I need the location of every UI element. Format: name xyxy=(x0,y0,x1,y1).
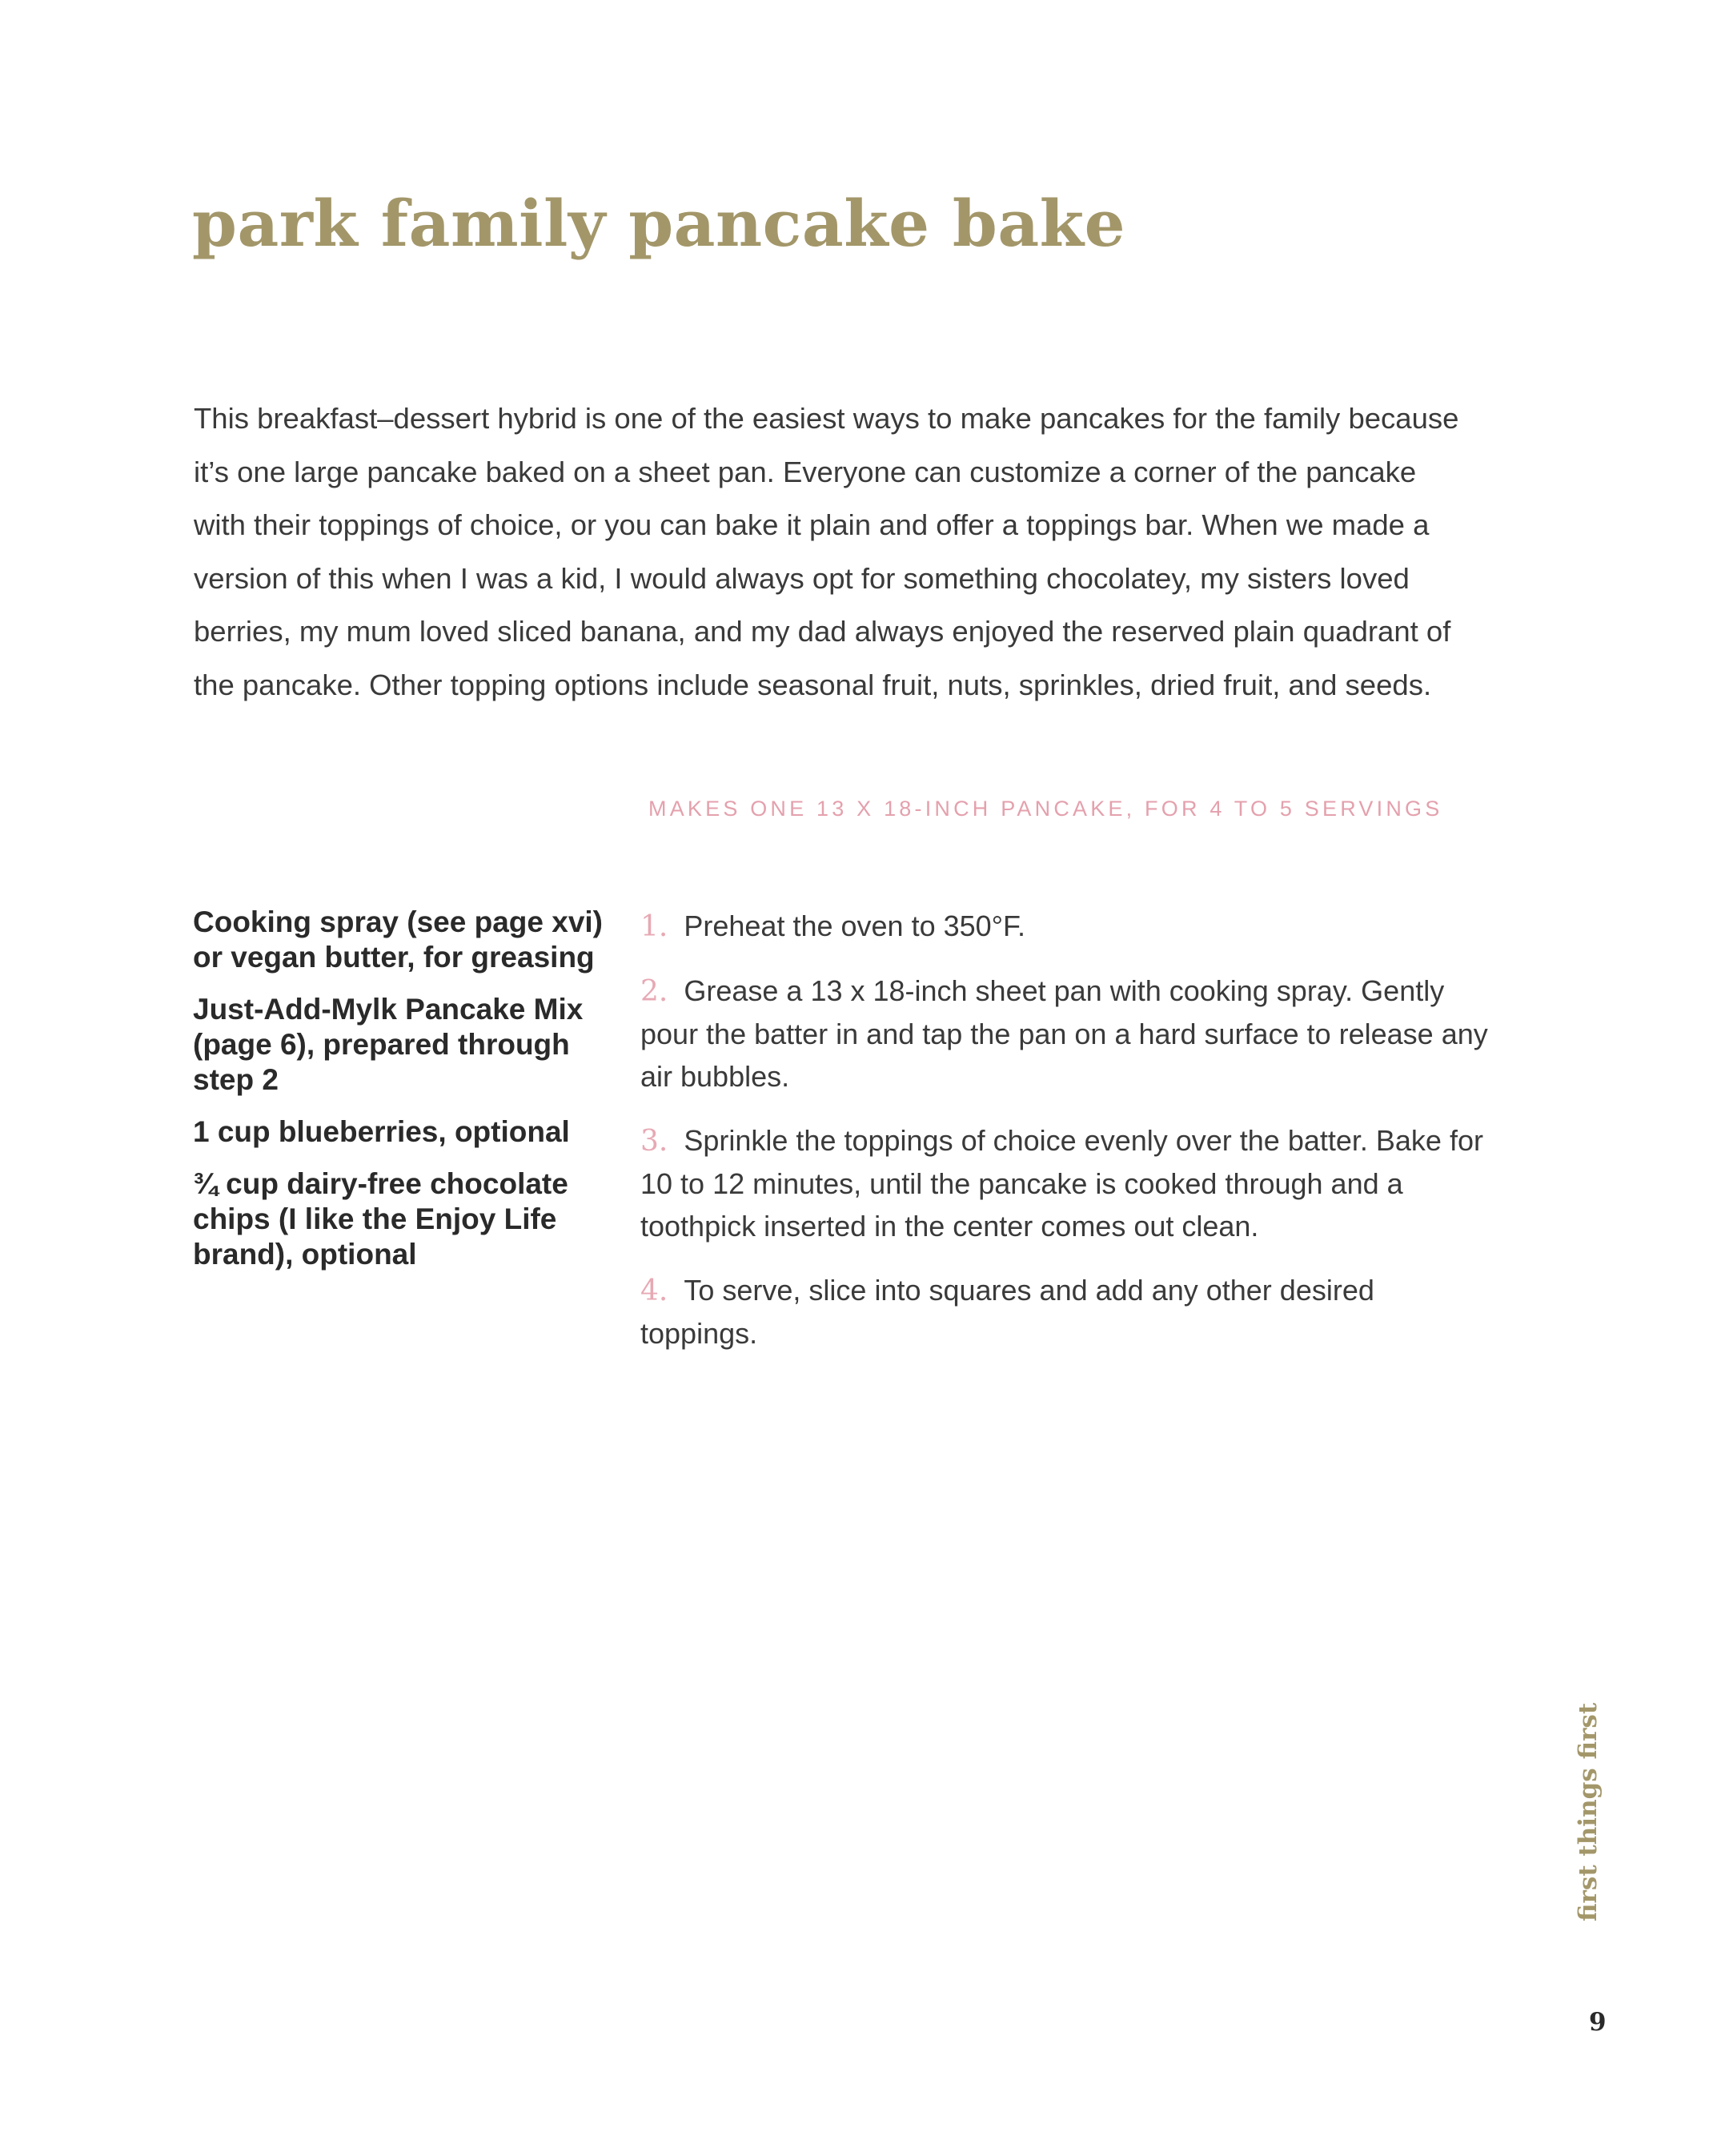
step-list xyxy=(640,905,1489,1376)
step-number: 4. xyxy=(640,1275,668,1307)
step-number: 1. xyxy=(640,910,668,943)
step-text: To serve, slice into squares and add any other desired toppings. xyxy=(640,1274,1374,1350)
step-number: 3. xyxy=(640,1125,668,1158)
step-item xyxy=(640,905,1489,948)
ingredient-list xyxy=(193,905,609,1289)
step-item xyxy=(640,1119,1489,1247)
step-item xyxy=(640,1269,1489,1355)
ingredient-item: 1 cup blueberries, optional xyxy=(193,1115,570,1148)
ingredient-item: Cooking spray (see page xvi) or vegan butter, for greasing xyxy=(193,905,604,974)
step-item xyxy=(640,970,1489,1098)
step-text: Sprinkle the toppings of choice evenly over the batter. Bake for 10 to 12 minutes, until the pancake is cooked through and a toothpick inserted in the center comes out clean. xyxy=(640,1124,1483,1243)
step-text: Preheat the oven to 350°F. xyxy=(684,909,1026,942)
ingredient-item: Just-Add-Mylk Pancake Mix (page 6), prepared through step 2 xyxy=(193,993,584,1096)
ingredient-item: ¾ cup dairy-free chocolate chips (I like the Enjoy Life brand), optional xyxy=(193,1167,568,1271)
page-number: 9 xyxy=(1589,2008,1607,2037)
recipe-intro: This breakfast–dessert hybrid is one of the easiest ways to make pancakes for the family because it’s one large pancake baked on a sheet pan. Everyone can customize a corner of the pancake with their toppings of choice, or you can bake it plain and offer a toppings bar. When we made a version of this when I was a kid, I would always opt for something chocolatey, my sisters loved berries, my mum loved sliced banana, and my dad always enjoyed the reserved plain quadrant of the pancake. Other topping options include seasonal fruit, nuts, sprinkles, dried fruit, and seeds. xyxy=(194,402,1459,701)
section-label: first things first xyxy=(1574,1702,1603,1921)
step-text: Grease a 13 x 18-inch sheet pan with cooking spray. Gently pour the batter in and tap the pan on a hard surface to release any air bubbles. xyxy=(640,974,1488,1093)
recipe-title: park family pancake bake xyxy=(192,186,1125,261)
step-number: 2. xyxy=(640,975,668,1008)
recipe-yield: MAKES ONE 13 X 18-INCH PANCAKE, FOR 4 TO 5 SERVINGS xyxy=(648,797,1443,821)
